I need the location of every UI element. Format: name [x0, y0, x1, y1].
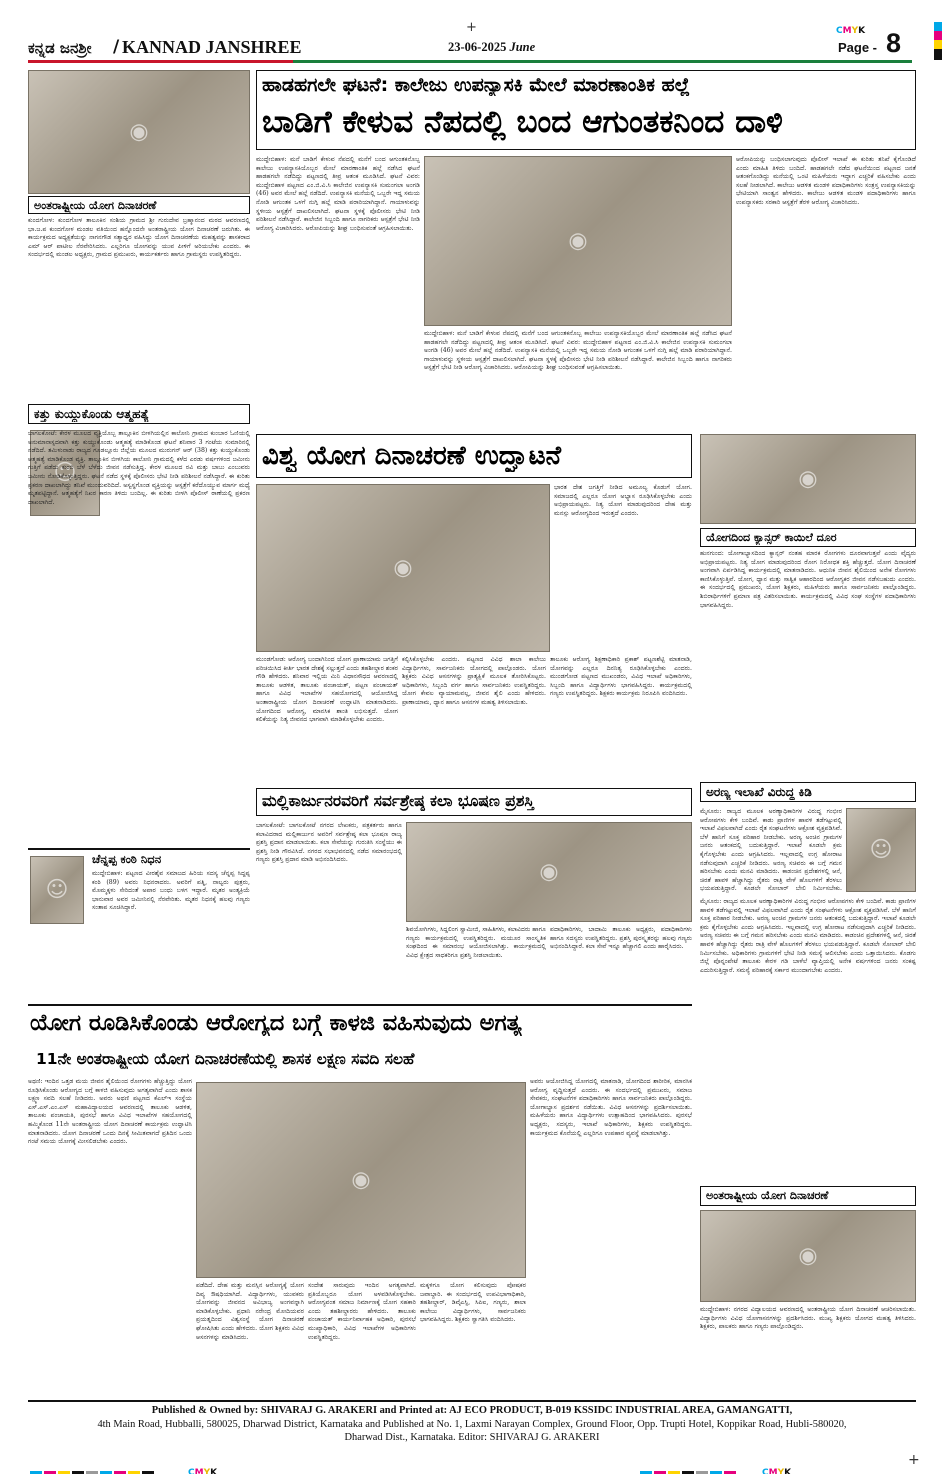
lead-col-3: ಆರೋಪಿಯನ್ನು ಬಂಧಿಸಲಾಗುವುದು ಪೊಲೀಸ್ ಇಲಾಖೆ ಈ ಕುರಿತು ತನಿಖೆ ಕೈಗೊಂಡಿದೆ ಎಂದು ಮಾಹಿತಿ ತಿಳಿದು ಬಂದಿದೆ. ಹಾಡಹಗಲೇ ನಡೆದ ಘಟನೆಯಿಂದ ಪಟ್ಟಣದ ಜನತೆ ಆತಂಕಗೊಂಡಿದ್ದು ಮನೆಯಲ್ಲಿ ಒಂಟಿ ಮಹಿಳೆಯರು ಇದ್ದಾಗ ಎಚ್ಚರಿಕೆ ವಹಿಸಬೇಕು ಎಂದು ಸಲಹೆ ನೀಡಲಾಗಿದೆ. ಕಾಲೇಜು ಆಡಳಿತ ಮಂಡಳಿ ಪದಾಧಿಕಾರಿಗಳು ಸಂತ್ರಸ್ತ ಉಪನ್ಯಾಸಕಿಯನ್ನು ಭೇಟಿಯಾಗಿ ಸಾಂತ್ವನ ಹೇಳಿದರು. ಕಾಲೇಜು ಆಡಳಿತ ಮಂಡಳಿ ಪದಾಧಿಕಾರಿಗಳು ಹಾಗೂ ಉಪನ್ಯಾಸಕರು ಸರಕಾರಿ ಆಸ್ಪತ್ರೆಗೆ ತೆರಳಿ ಆರೋಗ್ಯ ವಿಚಾರಿಸಿದರು.	[736, 156, 916, 206]
obit-rule	[28, 848, 250, 850]
obit-portrait: ☺	[30, 856, 84, 924]
color-bar-right	[934, 22, 942, 60]
cmyk-label-bottom-left	[188, 1460, 217, 1474]
yoga-health-col-b: ಪಡೆದಿದೆ. ದೇಹ ಮತ್ತು ಮನಸ್ಸಿನ ಆರೋಗ್ಯಕ್ಕೆ ಯೋಗ ದಿವ್ಯ ಔಷಧಿಯಾಗಿದೆ. ವಿದ್ಯಾರ್ಥಿಗಳು, ಯುವಕರು ಯೋಗವನ್ನು ಜೀವನದ ಅವಿಭಾಜ್ಯ ಅಂಗವನ್ನಾಗಿ ಮಾಡಿಕೊಳ್ಳಬೇಕು. ಪ್ರಧಾನಿ ನರೇಂದ್ರ ಮೋದಿಯವರ ಪ್ರಯತ್ನದಿಂದ ವಿಶ್ವಸಂಸ್ಥೆ ಯೋಗ ದಿನಾಚರಣೆ ಘೋಷಿಸಿತು ಎಂದು ಹೇಳಿದರು. ಯೋಗ ಶಿಕ್ಷಕರು ವಿವಿಧ ಆಸನಗಳನ್ನು ಮಾಡಿಸಿದರು.	[196, 1282, 304, 1341]
vishwa-col-b: ಕಲ್ಪಿಸಿಕೊಳ್ಳಬೇಕು ಎಂದರು. ಪಟ್ಟಣದ ವಿವಿಧ ಶಾಲಾ ಕಾಲೇಜು ವಿದ್ಯಾರ್ಥಿಗಳು, ಸಾರ್ವಜನಿಕರು ಯೋಗದಲ್ಲಿ ಪಾಲ್ಗೊಂಡರು. ಯೋಗ ಶಿಕ್ಷಕರು ವಿವಿಧ ಆಸನಗಳನ್ನು ಪ್ರಾತ್ಯಕ್ಷಿಕೆ ಮೂಲಕ ತೋರಿಸಿಕೊಟ್ಟರು. ಅಧಿಕಾರಿಗಳು, ಸಿಬ್ಬಂದಿ ವರ್ಗ ಹಾಗೂ ಸಾರ್ವಜನಿಕರು ಉಪಸ್ಥಿತರಿದ್ದರು. ಯೋಗ ಕೇವಲ ವ್ಯಾಯಾಮವಲ್ಲ, ಜೀವನ ಶೈಲಿ ಎಂದು ಹೇಳಿದರು. ಪ್ರಾಣಾಯಾಮ, ಧ್ಯಾನ ಹಾಗೂ ಆಸನಗಳ ಮಹತ್ವ ತಿಳಿಸಲಾಯಿತು.	[402, 656, 546, 706]
issue-date	[448, 40, 535, 55]
forest-portrait: ☺	[846, 808, 916, 892]
masthead-rule	[28, 60, 912, 63]
footer-line-1: Published & Owned by: SHIVARAJ G. ARAKERI and Printed at: AJ ECO PRODUCT, B-019 KSSIDC INDUSTRIAL AREA, GAMANGATTI,	[151, 1405, 793, 1416]
yoga-left-headline: ಅಂತರಾಷ್ಟ್ರೀಯ ಯೋಗ ದಿನಾಚರಣೆ	[34, 199, 157, 212]
yoga-health-subhead: 11ನೇ ಅಂತರಾಷ್ಟ್ರೀಯ ಯೋಗ ದಿನಾಚರಣೆಯಲ್ಲಿ ಶಾಸಕ ಲಕ್ಷ್ಮಣ ಸವದಿ ಸಲಹೆ	[36, 1050, 415, 1068]
arts-headline: ಮಲ್ಲಿಕಾರ್ಜುನರವರಿಗೆ ಸರ್ವಶ್ರೇಷ್ಠ ಕಲಾ ಭೂಷಣ ಪ್ರಶಸ್ತಿ	[262, 792, 534, 810]
registration-mark-bottom: +	[908, 1452, 920, 1468]
cmyk-y: Y	[777, 1468, 785, 1474]
yoga-health-col-a: ಅಥಣಿ: ಇಂದಿನ ಒತ್ತಡ ಮಯ ಜೀವನ ಶೈಲಿಯಿಂದ ರೋಗಗಳು ಹೆಚ್ಚುತ್ತಿದ್ದು ಯೋಗ ರೂಢಿಸಿಕೊಂಡು ಆರೋಗ್ಯದ ಬಗ್ಗೆ ಕಾಳಜಿ ವಹಿಸುವುದು ಅಗತ್ಯವಾಗಿದೆ ಎಂದು ಶಾಸಕ ಲಕ್ಷ್ಮಣ ಸವದಿ ಸಲಹೆ ನೀಡಿದರು. ಅವರು ಅಥಣಿ ಪಟ್ಟಣದ ಕೆಎಲ್ಇ ಸಂಸ್ಥೆಯ ಎಸ್.ಎಸ್.ಎಂ.ಎಸ್ ಮಹಾವಿದ್ಯಾಲಯದ ಆವರಣದಲ್ಲಿ ತಾಲೂಕು ಆಡಳಿತ, ತಾಲೂಕು ಪಂಚಾಯತಿ, ಪುರಸಭೆ ಹಾಗೂ ವಿವಿಧ ಇಲಾಖೆಗಳ ಸಹಯೋಗದಲ್ಲಿ ಹಮ್ಮಿಕೊಂಡ 11ನೇ ಅಂತರಾಷ್ಟ್ರೀಯ ಯೋಗ ದಿನಾಚರಣೆ ಕಾರ್ಯಕ್ರಮ ಉದ್ಘಾಟಿಸಿ ಮಾತನಾಡಿದರು. ಯೋಗ ದಿನಾಚರಣೆ ಒಂದು ದಿನಕ್ಕೆ ಸೀಮಿತವಾಗದೆ ಪ್ರತಿದಿನ ಒಂದು ಗಂಟೆ ಸಮಯ ಯೋಗಕ್ಕೆ ಮೀಸಲಿಡಬೇಕು ಎಂದರು.	[28, 1078, 192, 1146]
br-yoga-text: ಮುದ್ದೇಬಿಹಾಳ: ನಗರದ ವಿದ್ಯಾಲಯದ ಆವರಣದಲ್ಲಿ ಅಂತರಾಷ್ಟ್ರೀಯ ಯೋಗ ದಿನಾಚರಣೆ ಆಚರಿಸಲಾಯಿತು. ವಿದ್ಯಾರ್ಥಿಗಳು ವಿವಿಧ ಯೋಗಾಸನಗಳನ್ನು ಪ್ರದರ್ಶಿಸಿದರು. ಮುಖ್ಯ ಶಿಕ್ಷಕರು ಯೋಗದ ಮಹತ್ವ ತಿಳಿಸಿದರು. ಶಿಕ್ಷಕರು, ಪಾಲಕರು ಹಾಗೂ ಗಣ್ಯರು ಪಾಲ್ಗೊಂಡಿದ್ದರು.	[700, 1306, 916, 1331]
forest-headline: ಅರಣ್ಯ ಇಲಾಖೆ ವಿರುದ್ಧ ಕಿಡಿ	[706, 785, 812, 799]
registration-stripes-right	[640, 1462, 738, 1474]
suicide-headline: ಕತ್ತು ಕುಯ್ದುಕೊಂಡು ಆತ್ಮಹತ್ಯೆ	[34, 407, 149, 421]
yoga-health-photo: ◉	[196, 1082, 526, 1278]
arts-col-b: ಶಿವಯೋಗಿಗಳು, ಸಿದ್ದಲಿಂಗ ಸ್ವಾಮೀಜಿ, ಸಾಹಿತಿಗಳು, ಕಲಾವಿದರು ಹಾಗೂ ಗಣ್ಯರು ಕಾರ್ಯಕ್ರಮದಲ್ಲಿ ಉಪಸ್ಥಿತರಿದ್ದರು. ಮಯೂರ ಸಾಂಸ್ಕೃತಿಕ ಸಂಘದಿಂದ ಈ ಸಮಾರಂಭ ಆಯೋಜಿಸಲಾಗಿತ್ತು. ಕಾರ್ಯಕ್ರಮದಲ್ಲಿ ವಿವಿಧ ಕ್ಷೇತ್ರದ ಸಾಧಕರಿಗೂ ಪ್ರಶಸ್ತಿ ನೀಡಲಾಯಿತು.	[406, 926, 546, 959]
arts-col-a: ಬಾಗಲಕೋಟೆ: ಬಾಗಲಕೋಟೆ ನಗರದ ಲೇಖಕರು, ಪತ್ರಕರ್ತರು ಹಾಗೂ ಕಲಾವಿದರಾದ ಮಲ್ಲಿಕಾರ್ಜುನ ಅವರಿಗೆ ಸರ್ವಶ್ರೇಷ್ಠ ಕಲಾ ಭೂಷಣ ರಾಜ್ಯ ಪ್ರಶಸ್ತಿ ಪ್ರದಾನ ಮಾಡಲಾಯಿತು. ಕಲಾ ಸೇವೆಯನ್ನು ಗುರುತಿಸಿ ಸಂಸ್ಥೆಯು ಈ ಪ್ರಶಸ್ತಿ ನೀಡಿ ಗೌರವಿಸಿದೆ. ನಗರದ ಸಭಾಭವನದಲ್ಲಿ ನಡೆದ ಸಮಾರಂಭದಲ್ಲಿ ಗಣ್ಯರು ಪ್ರಶಸ್ತಿ ಪ್ರದಾನ ಮಾಡಿ ಅಭಿನಂದಿಸಿದರು.	[256, 822, 402, 864]
cmyk-y: Y	[851, 26, 859, 36]
masthead	[0, 0, 945, 62]
brand-english: KANNAD JANSHREE	[122, 37, 302, 57]
yoga-health-col-d: ಮಕ್ಕಳಿಗೂ ಯೋಗ ಕಲಿಸುವುದು ಪೋಷಕರ ಜವಾಬ್ದಾರಿ. ಈ ಸಂದರ್ಭದಲ್ಲಿ ಉಪವಿಭಾಗಾಧಿಕಾರಿ, ತಹಶೀಲ್ದಾರ್, ಡಿವೈಎಸ್ಪಿ, ಸಿಪಿಐ, ಗಣ್ಯರು, ಶಾಲಾ ಕಾಲೇಜು ವಿದ್ಯಾರ್ಥಿಗಳು, ಸಾರ್ವಜನಿಕರು ಭಾಗವಹಿಸಿದ್ದರು. ಶಿಕ್ಷಕರು ಸ್ವಾಗತಿಸಿ ವಂದಿಸಿದರು.	[420, 1282, 526, 1324]
br-yoga-photo: ◉	[700, 1210, 916, 1302]
cmyk-c: C	[188, 1468, 195, 1474]
yoga-photo-left: ◉	[28, 70, 250, 194]
cmyk-m: M	[768, 1468, 778, 1474]
suicide-text: ಬಾಗಲಕೋಟೆ: ಕೇರಳ ಮೂಲದ ವ್ಯಕ್ತಿಯೊಬ್ಬ ತಾಲ್ಲೂಕಿನ ಬೀಳಗಿಯಲ್ಲಿನ ಕಾಲೋನಿ ಗ್ರಾಮದ ಕುಂಬಾರ ಓಣಿಯಲ್ಲಿ ಅನುಮಾನಾಸ್ಪದವಾಗಿ ಕತ್ತು ಕುಯ್ದುಕೊಂಡು ಆತ್ಮಹತ್ಯೆ ಮಾಡಿಕೊಂಡ ಘಟನೆ ಶನಿವಾರ 3 ಗಂಟೆಯ ಸುಮಾರಿನಲ್ಲಿ ನಡೆದಿದೆ. ತಮಿಳುನಾಡು ರಾಜ್ಯದ ಗೂಡಲ್ಲೂರು ಜಿಲ್ಲೆಯ ಮೂಲದ ಮುರುಗನ್ ಆರ್ (38) ಕತ್ತು ಕುಯ್ದುಕೊಂಡು ಆತ್ಮಹತ್ಯೆ ಮಾಡಿಕೊಂಡ ವ್ಯಕ್ತಿ. ತಾಲ್ಲೂಕಿನ ಬೀಳಗಿಯ ಕಾಲೋನಿ ಗ್ರಾಮದಲ್ಲಿ ಕಳೆದ ಎರಡು ವರ್ಷಗಳಿಂದ ಜಮೀನು ಗುತ್ತಿಗೆ ಪಡೆದು ಕುಂಬಿ ಬೆಳೆ ಬೆಳೆದು ಜೀವನ ನಡೆಸುತ್ತಿದ್ದ. ಕೇರಳ ಮೂಲದ ರವಿ ಮತ್ತು ಬಾಬು ಎಂಬುವರು ಜಮೀನು ನೋಡಿಕೊಳ್ಳುತ್ತಿದ್ದರು. ಘಟನೆ ನಡೆದ ಸ್ಥಳಕ್ಕೆ ಪೊಲೀಸರು ಭೇಟಿ ನೀಡಿ ಪರಿಶೀಲನೆ ನಡೆಸಿದ್ದಾರೆ. ಈ ಕುರಿತು ಪ್ರಕರಣ ದಾಖಲಾಗಿದ್ದು ತನಿಖೆ ಮುಂದುವರಿದಿದೆ. ಅಸ್ವಸ್ಥಗೊಂಡ ವ್ಯಕ್ತಿಯನ್ನು ಆಸ್ಪತ್ರೆಗೆ ಕರೆದೊಯ್ಯುವ ಮಾರ್ಗ ಮಧ್ಯೆ ಮೃತಪಟ್ಟಿದ್ದಾನೆ. ಆತ್ಮಹತ್ಯೆಗೆ ನಿಖರ ಕಾರಣ ತಿಳಿದು ಬಂದಿಲ್ಲ. ಈ ಕುರಿತು ಬೀಳಗಿ ಪೊಲೀಸ್ ಠಾಣೆಯಲ್ಲಿ ಪ್ರಕರಣ ದಾಖಲಾಗಿದೆ.	[28, 430, 250, 506]
vishwa-side-text: ಭಾರತ ದೇಶ ಜಗತ್ತಿಗೆ ನೀಡಿದ ಅಮೂಲ್ಯ ಕೊಡುಗೆ ಯೋಗ. ಸಮಾಜದಲ್ಲಿ ಎಲ್ಲರೂ ಯೋಗ ಅಭ್ಯಾಸ ರೂಢಿಸಿಕೊಳ್ಳಬೇಕು ಎಂದು ಅಭಿಪ್ರಾಯಪಟ್ಟರು. ನಿತ್ಯ ಯೋಗ ಮಾಡುವುದರಿಂದ ದೇಹ ಮತ್ತು ಮನಸ್ಸು ಆರೋಗ್ಯದಿಂದ ಇರುತ್ತದೆ ಎಂದರು.	[554, 484, 692, 517]
forest-text: ಮೈಸೂರು: ರಾಜ್ಯದ ಮೂಲಕ ಅರಣ್ಯಾಧಿಕಾರಿಗಳ ವಿರುದ್ಧ ಗಂಭೀರ ಆರೋಪಗಳು ಕೇಳಿ ಬಂದಿವೆ. ಕಾಡು ಪ್ರಾಣಿಗಳ ಹಾವಳಿ ತಡೆಗಟ್ಟುವಲ್ಲಿ ಇಲಾಖೆ ವಿಫಲವಾಗಿದೆ ಎಂದು ರೈತ ಸಂಘಟನೆಗಳು ಆಕ್ರೋಶ ವ್ಯಕ್ತಪಡಿಸಿವೆ. ಬೆಳೆ ಹಾನಿಗೆ ಸೂಕ್ತ ಪರಿಹಾರ ನೀಡಬೇಕು. ಅರಣ್ಯ ಅಂಚಿನ ಗ್ರಾಮಗಳ ಜನರು ಆತಂಕದಲ್ಲಿ ಬದುಕುತ್ತಿದ್ದಾರೆ. ಇಲಾಖೆ ಕೂಡಲೇ ಕ್ರಮ ಕೈಗೊಳ್ಳಬೇಕು ಎಂದು ಆಗ್ರಹಿಸಿದರು. ಇಲ್ಲವಾದಲ್ಲಿ ಉಗ್ರ ಹೋರಾಟ ನಡೆಸುವುದಾಗಿ ಎಚ್ಚರಿಕೆ ನೀಡಿದರು. ಅರಣ್ಯ ಸಚಿವರು ಈ ಬಗ್ಗೆ ಗಮನ ಹರಿಸಬೇಕು ಎಂದು ಮನವಿ ಮಾಡಿದರು. ಕಾಡಂಚಿನ ಪ್ರದೇಶಗಳಲ್ಲಿ ಆನೆ, ಚಿರತೆ ಹಾವಳಿ ಹೆಚ್ಚಾಗಿದ್ದು ರೈತರು ರಾತ್ರಿ ವೇಳೆ ಹೊಲಗಳಿಗೆ ತೆರಳಲು ಭಯಪಡುತ್ತಿದ್ದಾರೆ. ಕೂಡಲೇ ಸೋಲಾರ್ ಬೇಲಿ ನಿರ್ಮಿಸಬೇಕು. ಅಧಿಕಾರಿಗಳು ಗ್ರಾಮಗಳಿಗೆ ಭೇಟಿ ನೀಡಿ ಸಮಸ್ಯೆ ಆಲಿಸಬೇಕು ಎಂದು ಒತ್ತಾಯಿಸಿದರು. ಕೊಡಗು ಜಿಲ್ಲೆ ಪೊನ್ನಂಪೇಟೆ ತಾಲೂಕು ಕೇರಳ ಗಡಿ ಬಾಳೆಲೆ ವ್ಯಾಪ್ತಿಯಲ್ಲಿ ಅನೇಕ ವರ್ಷಗಳಿಂದ ಜನರು ಸಂಕಷ್ಟ ಎದುರಿಸುತ್ತಿದ್ದಾರೆ. ಸಮಸ್ಯೆ ಪರಿಹಾರಕ್ಕೆ ಸರ್ಕಾರ ಮುಂದಾಗಬೇಕು ಎಂದರು.	[700, 898, 916, 974]
cmyk-c: C	[762, 1468, 769, 1474]
issue-date-value: 23-06-2025	[448, 40, 507, 54]
arts-photo: ◉	[406, 822, 692, 922]
lead-headline-2: ಬಾಡಿಗೆ ಕೇಳುವ ನೆಪದಲ್ಲಿ ಬಂದ ಆಗುಂತಕನಿಂದ ದಾಳಿ	[262, 104, 783, 140]
vishwa-photo: ◉	[256, 484, 550, 652]
brand-kannada: ಕನ್ನಡ ಜನಶ್ರೀ	[28, 39, 92, 57]
footer-line-3: Dharwad Dist., Karnataka. Editor: SHIVARAJ G. ARAKERI	[344, 1432, 600, 1443]
registration-mark-top: +	[466, 20, 477, 35]
yoga-left-text: ಕುಂದಗೋಳ: ಕುಂದಗೋಳ ತಾಲೂಕಿನ ಸಂಶಿಯ ಗ್ರಾಮದ ಶ್ರೀ ಗುರುದೇವ ಬ್ರಹ್ಮಾನಂದ ಮಠದ ಆವರಣದಲ್ಲಿ ಭಾ.ಜ.ಪ ಕುಂದಗೋಳ ಮಂಡಲ ವತಿಯಿಂದ ಹನ್ನೊಂದನೇ ಅಂತರಾಷ್ಟ್ರೀಯ ಯೋಗ ದಿನಾಚರಣೆ ಜರುಗಿತು. ಈ ಕಾರ್ಯಕ್ರಮದ ಅಧ್ಯಕ್ಷತೆಯನ್ನು ನಾಗನಗೌಡ ಸತ್ಯಾಧ್ವರ ವಹಿಸಿದ್ದು ಯೋಗ ದಿನಾಚರಣೆಯ ಮಹತ್ವವನ್ನು ಶಾಸಕರಾದ ಎಮ್ ಆರ್ ಪಾಟೀಲ ನೆರವೇರಿಸಿದರು. ಎಲ್ಲರಿಗೂ ಯೋಗವನ್ನು ಯುವ ಪೀಳಿಗೆ ಅರಿಯಬೇಕು ಎಂದರು. ಈ ಸಂದರ್ಭದಲ್ಲಿ ಮಂಡಲ ಅಧ್ಯಕ್ಷರು, ಗ್ರಾಮದ ಪ್ರಮುಖರು, ಕಾರ್ಯಕರ್ತರು ಹಾಗೂ ಗ್ರಾಮಸ್ಥರು ಉಪಸ್ಥಿತರಿದ್ದರು.	[28, 217, 250, 259]
footer-line-2: 4th Main Road, Hubballi, 580025, Dharwad District, Karnataka and Published at No. 1, Laxmi Narayan Complex, Ground Floor, Opp. Trupti Hotel, Koppikar Road, Hubli-580020,	[97, 1418, 847, 1430]
yoga-health-top-rule	[28, 1004, 692, 1006]
vishwa-col-c: ತಾಲೂಕು ಆರೋಗ್ಯ ಶಿಕ್ಷಣಾಧಿಕಾರಿ ಪ್ರಕಾಶ್ ಪಟ್ಟಣಶೆಟ್ಟಿ ಮಾತನಾಡಿ, ಯೋಗವನ್ನು ಎಲ್ಲರೂ ದಿನನಿತ್ಯ ರೂಢಿಸಿಕೊಳ್ಳಬೇಕು ಎಂದರು. ಮುಂಡಗೋಡ ಪಟ್ಟಣದ ಮುಖಂಡರು, ವಿವಿಧ ಇಲಾಖೆ ಅಧಿಕಾರಿಗಳು, ಸಿಬ್ಬಂದಿ ಹಾಗೂ ವಿದ್ಯಾರ್ಥಿಗಳು ಭಾಗವಹಿಸಿದ್ದರು. ಕಾರ್ಯಕ್ರಮದಲ್ಲಿ ಗಣ್ಯರು ಉಪಸ್ಥಿತರಿದ್ದರು. ಶಿಕ್ಷಕರು ಕಾರ್ಯಕ್ರಮ ನಿರೂಪಿಸಿ ವಂದಿಸಿದರು.	[550, 656, 692, 698]
vishwa-col-a: ಮುಂಡಗೋಡ: ಆರೋಗ್ಯ ಬಂದಾಗಿನಿಂದ ಯೋಗ ಪ್ರಾಣಾಯಾಮ ಜಗತ್ತಿಗೆ ಪರಿಚಯಿಸಿದ ಕೀರ್ತಿ ಭಾರತ ದೇಶಕ್ಕೆ ಸಲ್ಲುತ್ತದೆ ಎಂದು ತಹಶೀಲ್ದಾರ ಶಂಕರ ಗೌಡಿ ಹೇಳಿದರು. ಶನಿವಾರ ಇಲ್ಲಿಯ ಮಿನಿ ವಿಧಾನಸೌಧದ ಆವರಣದಲ್ಲಿ ತಾಲೂಕು ಆಡಳಿತ, ತಾಲೂಕು ಪಂಚಾಯತ್, ಪಟ್ಟಣ ಪಂಚಾಯತ್ ಹಾಗೂ ವಿವಿಧ ಇಲಾಖೆಗಳ ಸಹಯೋಗದಲ್ಲಿ ಆಯೋಜಿಸಿದ್ದ ಅಂತಾರಾಷ್ಟ್ರೀಯ ಯೋಗ ದಿನಾಚರಣೆ ಉದ್ಘಾಟಿಸಿ ಮಾತನಾಡಿದರು. ಯೋಗದಿಂದ ಆರೋಗ್ಯ, ಮಾನಸಿಕ ಶಾಂತಿ ಲಭಿಸುತ್ತದೆ. ಯೋಗ ಕಲಿಕೆಯನ್ನು ನಿತ್ಯ ಜೀವನದ ಭಾಗವಾಗಿ ಮಾಡಿಕೊಳ್ಳಬೇಕು ಎಂದರು.	[256, 656, 398, 724]
cmyk-y: Y	[203, 1468, 211, 1474]
cancer-text: ಹುನಗುಂದ: ಯೋಗಾಭ್ಯಾಸದಿಂದ ಕ್ಯಾನ್ಸರ್ ನಂತಹ ಮಾರಕ ರೋಗಗಳು ದೂರವಾಗುತ್ತವೆ ಎಂದು ವೈದ್ಯರು ಅಭಿಪ್ರಾಯಪಟ್ಟರು. ನಿತ್ಯ ಯೋಗ ಮಾಡುವುದರಿಂದ ರೋಗ ನಿರೋಧಕ ಶಕ್ತಿ ಹೆಚ್ಚುತ್ತದೆ. ಯೋಗ ದಿನಾಚರಣೆ ಅಂಗವಾಗಿ ಏರ್ಪಡಿಸಿದ್ದ ಕಾರ್ಯಕ್ರಮದಲ್ಲಿ ಮಾತನಾಡಿದರು. ಆಧುನಿಕ ಜೀವನ ಶೈಲಿಯಿಂದ ಅನೇಕ ರೋಗಗಳು ಕಾಣಿಸಿಕೊಳ್ಳುತ್ತಿವೆ. ಯೋಗ, ಧ್ಯಾನ ಮತ್ತು ಸಾತ್ವಿಕ ಆಹಾರದಿಂದ ಆರೋಗ್ಯಕರ ಜೀವನ ನಡೆಸಬಹುದು ಎಂದರು. ಈ ಸಂದರ್ಭದಲ್ಲಿ ಪ್ರಮುಖರು, ಯೋಗ ಶಿಕ್ಷಕರು, ಮಹಿಳೆಯರು ಹಾಗೂ ಸಾರ್ವಜನಿಕರು ಪಾಲ್ಗೊಂಡಿದ್ದರು. ಶಿಬಿರಾರ್ಥಿಗಳಿಗೆ ಪ್ರಮಾಣ ಪತ್ರ ವಿತರಿಸಲಾಯಿತು. ಕಾರ್ಯಕ್ರಮದಲ್ಲಿ ವಿವಿಧ ಸಂಘ ಸಂಸ್ಥೆಗಳ ಪದಾಧಿಕಾರಿಗಳು ಭಾಗವಹಿಸಿದ್ದರು.	[700, 550, 916, 609]
yoga-health-col-e: ಅವರು ಆಯೋಜಿಸಿದ್ದ ಯೋಗದಲ್ಲಿ ಮಾತನಾಡಿ, ಯೋಗದಿಂದ ಶಾರೀರಿಕ, ಮಾನಸಿಕ ಆರೋಗ್ಯ ವೃದ್ಧಿಸುತ್ತದೆ ಎಂದರು. ಈ ಸಂದರ್ಭದಲ್ಲಿ ಪ್ರಮುಖರು, ಸಮಾಜ ಸೇವಕರು, ಸಂಘಟನೆಗಳ ಪದಾಧಿಕಾರಿಗಳು ಹಾಗೂ ಸಾರ್ವಜನಿಕರು ಪಾಲ್ಗೊಂಡಿದ್ದರು. ಯೋಗಾಭ್ಯಾಸ ಪ್ರದರ್ಶನ ನಡೆಯಿತು. ವಿವಿಧ ಆಸನಗಳನ್ನು ಪ್ರದರ್ಶಿಸಲಾಯಿತು. ಮಹಿಳೆಯರು ಹಾಗೂ ವಿದ್ಯಾರ್ಥಿಗಳು ಉತ್ಸಾಹದಿಂದ ಭಾಗವಹಿಸಿದರು. ಪುರಸಭೆ ಅಧ್ಯಕ್ಷರು, ಸದಸ್ಯರು, ಇಲಾಖೆ ಅಧಿಕಾರಿಗಳು, ಶಿಕ್ಷಕರು ಉಪಸ್ಥಿತರಿದ್ದರು. ಕಾರ್ಯಕ್ರಮದ ಕೊನೆಯಲ್ಲಿ ಎಲ್ಲರಿಗೂ ಉಪಹಾರ ವ್ಯವಸ್ಥೆ ಮಾಡಲಾಗಿತ್ತು.	[530, 1078, 692, 1137]
lead-col-1: ಮುದ್ದೇಬಿಹಾಳ: ಮನೆ ಬಾಡಿಗೆ ಕೇಳುವ ನೆಪದಲ್ಲಿ ಮನೆಗೆ ಬಂದ ಆಗುಂತಕನೊಬ್ಬ ಕಾಲೇಜು ಉಪನ್ಯಾಸಕಿಯೊಬ್ಬರ ಮೇಲೆ ಮಾರಣಾಂತಿಕ ಹಲ್ಲೆ ನಡೆಸಿದ ಘಟನೆ ಹಾಡಹಗಲೇ ನಡೆದಿದ್ದು ಪಟ್ಟಣದಲ್ಲಿ ತೀವ್ರ ಆತಂಕ ಮೂಡಿಸಿದೆ. ಘಟನೆ ವಿವರ: ಮುದ್ದೇಬಿಹಾಳ ಪಟ್ಟಣದ ಎಂ.ಜಿ.ವಿ.ಸಿ ಕಾಲೇಜಿನ ಉಪನ್ಯಾಸಕಿ ಸುಮಂಗಲಾ ಅಂಗಡಿ (46) ಅವರ ಮೇಲೆ ಹಲ್ಲೆ ನಡೆದಿದೆ. ಉಪನ್ಯಾಸಕಿ ಮನೆಯಲ್ಲಿ ಒಬ್ಬರೇ ಇದ್ದ ಸಮಯ ನೋಡಿ ಆಗುಂತಕ ಒಳಗೆ ನುಗ್ಗಿ ಹಲ್ಲೆ ಮಾಡಿ ಪರಾರಿಯಾಗಿದ್ದಾನೆ. ಗಾಯಾಳುವನ್ನು ಸ್ಥಳೀಯ ಆಸ್ಪತ್ರೆಗೆ ದಾಖಲಿಸಲಾಗಿದೆ. ಘಟನಾ ಸ್ಥಳಕ್ಕೆ ಪೊಲೀಸರು ಭೇಟಿ ನೀಡಿ ಪರಿಶೀಲನೆ ನಡೆಸಿದ್ದಾರೆ. ಕಾಲೇಜಿನ ಸಿಬ್ಬಂದಿ ಹಾಗೂ ನಾಗರಿಕರು ಆಸ್ಪತ್ರೆಗೆ ಭೇಟಿ ನೀಡಿ ಆರೋಗ್ಯ ವಿಚಾರಿಸಿದರು. ಆರೋಪಿಯನ್ನು ಶೀಘ್ರ ಬಂಧಿಸುವಂತೆ ಆಗ್ರಹಿಸಲಾಯಿತು.	[256, 156, 420, 232]
cmyk-label-bottom-right	[762, 1460, 791, 1474]
cmyk-k: K	[784, 1468, 792, 1474]
arts-col-c: ಪದಾಧಿಕಾರಿಗಳು, ಬಾದಾಮಿ ತಾಲೂಕು ಅಧ್ಯಕ್ಷರು, ಪದಾಧಿಕಾರಿಗಳು ಹಾಗೂ ಸದಸ್ಯರು ಉಪಸ್ಥಿತರಿದ್ದರು. ಪ್ರಶಸ್ತಿ ಪುರಸ್ಕೃತರನ್ನು ಹಲವು ಗಣ್ಯರು ಅಭಿನಂದಿಸಿದ್ದಾರೆ. ಕಲಾ ಸೇವೆ ಇನ್ನೂ ಹೆಚ್ಚಾಗಲಿ ಎಂದು ಹಾರೈಸಿದರು.	[550, 926, 692, 951]
cmyk-k: K	[858, 26, 866, 36]
cmyk-m: M	[842, 26, 852, 36]
yoga-health-col-c: ಸಂದೇಶ ಸಾರುವುದು ಇಂದಿನ ಅಗತ್ಯವಾಗಿದೆ. ಪ್ರತಿಯೊಬ್ಬರೂ ಯೋಗ ಅಳವಡಿಸಿಕೊಳ್ಳಬೇಕು. ಆರೋಗ್ಯವಂತ ಸಮಾಜ ನಿರ್ಮಾಣಕ್ಕೆ ಯೋಗ ಸಹಕಾರಿ ಎಂದು ತಹಶೀಲ್ದಾರರು ಹೇಳಿದರು. ತಾಲೂಕು ಪಂಚಾಯತ್ ಕಾರ್ಯನಿರ್ವಾಹಕ ಅಧಿಕಾರಿ, ಪುರಸಭೆ ಮುಖ್ಯಾಧಿಕಾರಿ, ವಿವಿಧ ಇಲಾಖೆಗಳ ಅಧಿಕಾರಿಗಳು ಉಪಸ್ಥಿತರಿದ್ದರು.	[308, 1282, 416, 1341]
brand-separator: /	[113, 37, 120, 57]
yoga-health-headline: ಯೋಗ ರೂಡಿಸಿಕೊಂಡು ಆರೋಗ್ಯದ ಬಗ್ಗೆ ಕಾಳಜಿ ವಹಿಸುವುದು ಅಗತ್ಯ	[30, 1010, 522, 1036]
footer-imprint	[28, 1404, 916, 1445]
cancer-photo: ◉	[700, 434, 916, 524]
cmyk-c: C	[836, 26, 843, 36]
vishwa-headline: ವಿಶ್ವ ಯೋಗ ದಿನಾಚರಣೆ ಉದ್ಘಾಟನೆ	[262, 441, 562, 471]
registration-stripes-left	[30, 1462, 156, 1474]
cmyk-m: M	[194, 1468, 204, 1474]
forest-text-top: ಮೈಸೂರು: ರಾಜ್ಯದ ಮೂಲಕ ಅರಣ್ಯಾಧಿಕಾರಿಗಳ ವಿರುದ್ಧ ಗಂಭೀರ ಆರೋಪಗಳು ಕೇಳಿ ಬಂದಿವೆ. ಕಾಡು ಪ್ರಾಣಿಗಳ ಹಾವಳಿ ತಡೆಗಟ್ಟುವಲ್ಲಿ ಇಲಾಖೆ ವಿಫಲವಾಗಿದೆ ಎಂದು ರೈತ ಸಂಘಟನೆಗಳು ಆಕ್ರೋಶ ವ್ಯಕ್ತಪಡಿಸಿವೆ. ಬೆಳೆ ಹಾನಿಗೆ ಸೂಕ್ತ ಪರಿಹಾರ ನೀಡಬೇಕು. ಅರಣ್ಯ ಅಂಚಿನ ಗ್ರಾಮಗಳ ಜನರು ಆತಂಕದಲ್ಲಿ ಬದುಕುತ್ತಿದ್ದಾರೆ. ಇಲಾಖೆ ಕೂಡಲೇ ಕ್ರಮ ಕೈಗೊಳ್ಳಬೇಕು ಎಂದು ಆಗ್ರಹಿಸಿದರು. ಇಲ್ಲವಾದಲ್ಲಿ ಉಗ್ರ ಹೋರಾಟ ನಡೆಸುವುದಾಗಿ ಎಚ್ಚರಿಕೆ ನೀಡಿದರು. ಅರಣ್ಯ ಸಚಿವರು ಈ ಬಗ್ಗೆ ಗಮನ ಹರಿಸಬೇಕು ಎಂದು ಮನವಿ ಮಾಡಿದರು. ಕಾಡಂಚಿನ ಪ್ರದೇಶಗಳಲ್ಲಿ ಆನೆ, ಚಿರತೆ ಹಾವಳಿ ಹೆಚ್ಚಾಗಿದ್ದು ರೈತರು ರಾತ್ರಿ ವೇಳೆ ಹೊಲಗಳಿಗೆ ತೆರಳಲು ಭಯಪಡುತ್ತಿದ್ದಾರೆ. ಕೂಡಲೇ ಸೋಲಾರ್ ಬೇಲಿ ನಿರ್ಮಿಸಬೇಕು.	[700, 808, 842, 893]
cancer-headline: ಯೋಗದಿಂದ ಕ್ಯಾನ್ಸರ್ ಕಾಯಿಲೆ ದೂರ	[706, 531, 837, 544]
issue-month: June	[509, 40, 536, 54]
suicide-portrait: ☺	[30, 430, 100, 516]
cmyk-label-top	[836, 18, 865, 37]
br-yoga-headline: ಅಂತರಾಷ್ಟ್ರೀಯ ಯೋಗ ದಿನಾಚರಣೆ	[706, 1189, 829, 1202]
cmyk-k: K	[210, 1468, 218, 1474]
obit-text: ಮುದ್ದೇಬಿಹಾಳ: ಪಟ್ಟಣದ ವೀರಶೈವ ಸಮಾಜದ ಹಿರಿಯ ಸದಸ್ಯ ಚೆನ್ನಪ್ಪ ಸಿದ್ದಪ್ಪ ಕಂಠಿ (89) ಅವರು ನಿಧನರಾದರು. ಅವರಿಗೆ ಪತ್ನಿ, ನಾಲ್ವರು ಪುತ್ರರು, ಮೊಮ್ಮಕ್ಕಳು ಸೇರಿದಂತೆ ಅಪಾರ ಬಂಧು ಬಳಗ ಇದ್ದಾರೆ. ಮೃತರ ಅಂತ್ಯಕ್ರಿಯೆ ಭಾನುವಾರ ಅವರ ಜಮೀನಿನಲ್ಲಿ ನೆರವೇರಿತು. ಮೃತರ ನಿಧನಕ್ಕೆ ಹಲವು ಗಣ್ಯರು ಸಂತಾಪ ಸೂಚಿಸಿದ್ದಾರೆ.	[92, 870, 250, 912]
page-label: Page -	[838, 40, 878, 55]
page-number: 8	[886, 28, 902, 58]
lead-photo: ◉	[424, 156, 732, 326]
footer-rule	[28, 1400, 916, 1402]
lead-photo-caption: ಮುದ್ದೇಬಿಹಾಳ: ಮನೆ ಬಾಡಿಗೆ ಕೇಳುವ ನೆಪದಲ್ಲಿ ಮನೆಗೆ ಬಂದ ಆಗುಂತಕನೊಬ್ಬ ಕಾಲೇಜು ಉಪನ್ಯಾಸಕಿಯೊಬ್ಬರ ಮೇಲೆ ಮಾರಣಾಂತಿಕ ಹಲ್ಲೆ ನಡೆಸಿದ ಘಟನೆ ಹಾಡಹಗಲೇ ನಡೆದಿದ್ದು ಪಟ್ಟಣದಲ್ಲಿ ತೀವ್ರ ಆತಂಕ ಮೂಡಿಸಿದೆ. ಘಟನೆ ವಿವರ: ಮುದ್ದೇಬಿಹಾಳ ಪಟ್ಟಣದ ಎಂ.ಜಿ.ವಿ.ಸಿ ಕಾಲೇಜಿನ ಉಪನ್ಯಾಸಕಿ ಸುಮಂಗಲಾ ಅಂಗಡಿ (46) ಅವರ ಮೇಲೆ ಹಲ್ಲೆ ನಡೆದಿದೆ. ಉಪನ್ಯಾಸಕಿ ಮನೆಯಲ್ಲಿ ಒಬ್ಬರೇ ಇದ್ದ ಸಮಯ ನೋಡಿ ಆಗುಂತಕ ಒಳಗೆ ನುಗ್ಗಿ ಹಲ್ಲೆ ಮಾಡಿ ಪರಾರಿಯಾಗಿದ್ದಾನೆ. ಗಾಯಾಳುವನ್ನು ಸ್ಥಳೀಯ ಆಸ್ಪತ್ರೆಗೆ ದಾಖಲಿಸಲಾಗಿದೆ. ಘಟನಾ ಸ್ಥಳಕ್ಕೆ ಪೊಲೀಸರು ಭೇಟಿ ನೀಡಿ ಪರಿಶೀಲನೆ ನಡೆಸಿದ್ದಾರೆ. ಕಾಲೇಜಿನ ಸಿಬ್ಬಂದಿ ಹಾಗೂ ನಾಗರಿಕರು ಆಸ್ಪತ್ರೆಗೆ ಭೇಟಿ ನೀಡಿ ಆರೋಗ್ಯ ವಿಚಾರಿಸಿದರು. ಆರೋಪಿಯನ್ನು ಶೀಘ್ರ ಬಂಧಿಸುವಂತೆ ಆಗ್ರಹಿಸಲಾಯಿತು.	[424, 330, 732, 372]
lead-headline-1: ಹಾಡಹಗಲೇ ಘಟನೆ: ಕಾಲೇಜು ಉಪನ್ಯಾಸಕಿ ಮೇಲೆ ಮಾರಣಾಂತಿಕ ಹಲ್ಲೆ	[262, 74, 691, 96]
obit-headline: ಚೆನ್ನಪ್ಪ ಕಂಠಿ ನಿಧನ	[92, 852, 162, 866]
